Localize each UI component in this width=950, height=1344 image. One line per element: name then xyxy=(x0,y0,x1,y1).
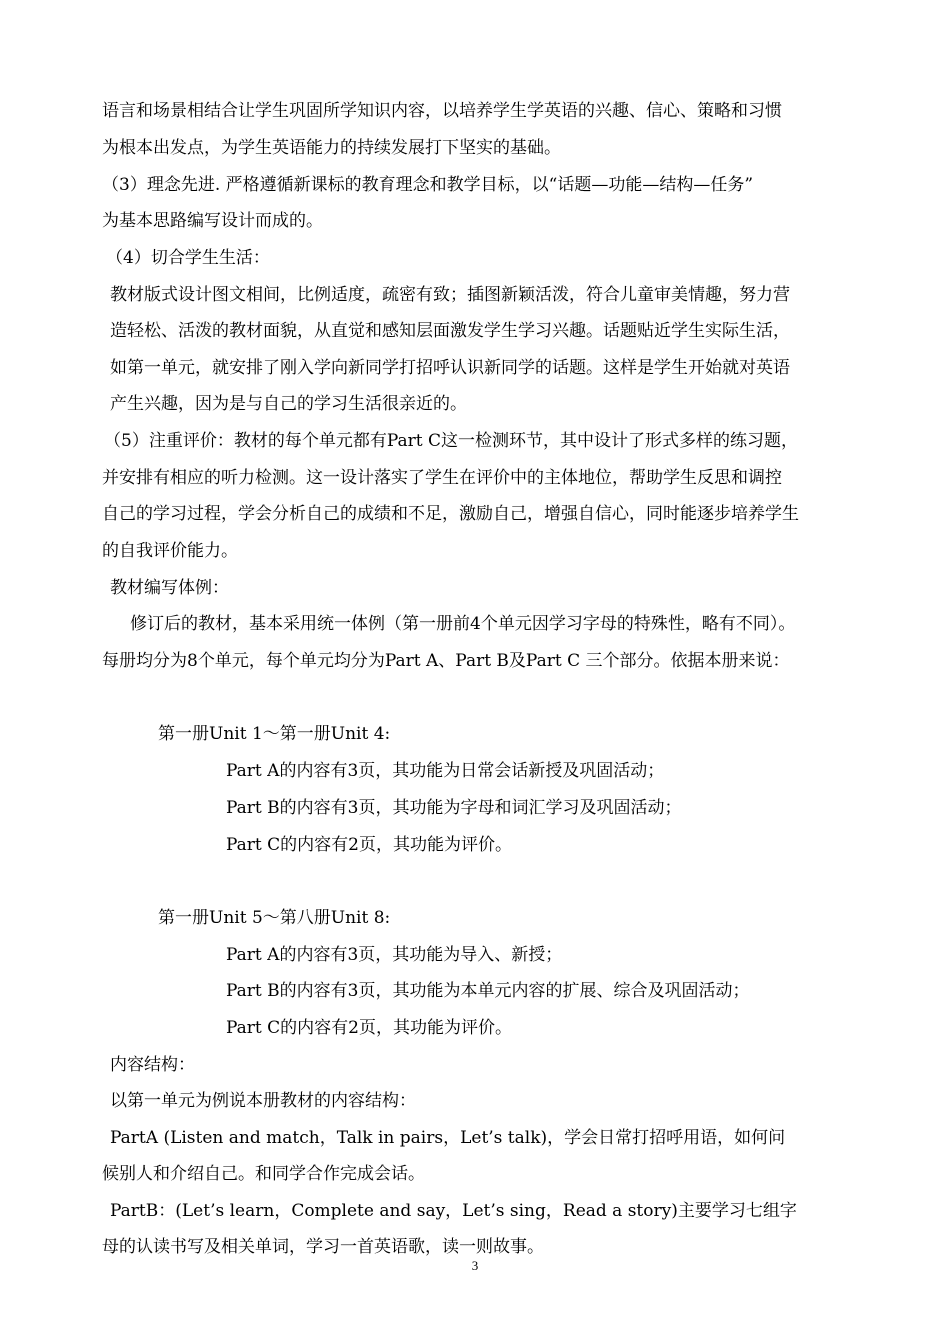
page-number: 3 xyxy=(471,1258,479,1273)
text-line: Part B的内容有3页，其功能为字母和词汇学习及巩固活动； xyxy=(226,798,682,818)
text-line: 并安排有相应的听力检测。这一设计落实了学生在评价中的主体地位，帮助学生反思和调控 xyxy=(102,468,782,488)
text-line: （3）理念先进. 严格遵循新课标的教育理念和教学目标，以“话题—功能—结构—任务” xyxy=(102,175,754,195)
text-line: 修订后的教材，基本采用统一体例（第一册前4个单元因学习字母的特殊性，略有不同）。 xyxy=(130,614,796,634)
text-line: 造轻松、活泼的教材面貌，从直觉和感知层面激发学生学习兴趣。话题贴近学生实际生活， xyxy=(110,321,790,341)
text-line: 语言和场景相结合让学生巩固所学知识内容，以培养学生学英语的兴趣、信心、策略和习惯 xyxy=(102,101,782,121)
text-line: 第一册Unit 5～第八册Unit 8: xyxy=(158,908,391,928)
text-line: Part A的内容有3页，其功能为导入、新授； xyxy=(226,945,563,965)
text-line: （5）注重评价：教材的每个单元都有Part C这一检测环节，其中设计了形式多样的练习题， xyxy=(104,431,798,451)
text-line: 如第一单元，就安排了刚入学向新同学打招呼认识新同学的话题。这样是学生开始就对英语 xyxy=(110,358,790,378)
text-line: （4）切合学生生活： xyxy=(106,248,270,268)
text-line: Part A的内容有3页，其功能为日常会话新授及巩固活动； xyxy=(226,761,665,781)
text-line: 第一册Unit 1～第一册Unit 4: xyxy=(158,724,391,744)
text-line: Part B的内容有3页，其功能为本单元内容的扩展、综合及巩固活动； xyxy=(226,981,750,1001)
text-line: 教材编写体例： xyxy=(110,578,229,598)
text-line: PartB：(Let’s learn，Complete and say，Let’s sing，Read a story)主要学习七组字 xyxy=(110,1201,797,1221)
text-line: 教材版式设计图文相间，比例适度，疏密有致；插图新颖活泼，符合儿童审美情趣，努力营 xyxy=(110,285,790,305)
text-line: 内容结构： xyxy=(110,1055,195,1075)
text-line: PartA (Listen and match，Talk in pairs，Let’s talk)，学会日常打招呼用语，如何问 xyxy=(110,1128,786,1148)
text-line: 产生兴趣，因为是与自己的学习生活很亲近的。 xyxy=(110,394,467,414)
text-line: 每册均分为8个单元，每个单元均分为Part A、Part B及Part C 三个部分。依据本册来说： xyxy=(102,651,790,671)
text-line: Part C的内容有2页，其功能为评价。 xyxy=(226,835,512,855)
text-line: 以第一单元为例说本册教材的内容结构： xyxy=(110,1091,416,1111)
text-line: 的自我评价能力。 xyxy=(102,541,238,561)
text-line: 候别人和介绍自己。和同学合作完成会话。 xyxy=(102,1164,425,1184)
text-line: Part C的内容有2页，其功能为评价。 xyxy=(226,1018,512,1038)
text-line: 为基本思路编写设计而成的。 xyxy=(102,211,323,231)
text-line: 为根本出发点，为学生英语能力的持续发展打下坚实的基础。 xyxy=(102,138,561,158)
text-line: 母的认读书写及相关单词，学习一首英语歌，读一则故事。 xyxy=(102,1237,544,1257)
text-line: 自己的学习过程，学会分析自己的成绩和不足，激励自己，增强自信心，同时能逐步培养学生 xyxy=(102,504,799,524)
